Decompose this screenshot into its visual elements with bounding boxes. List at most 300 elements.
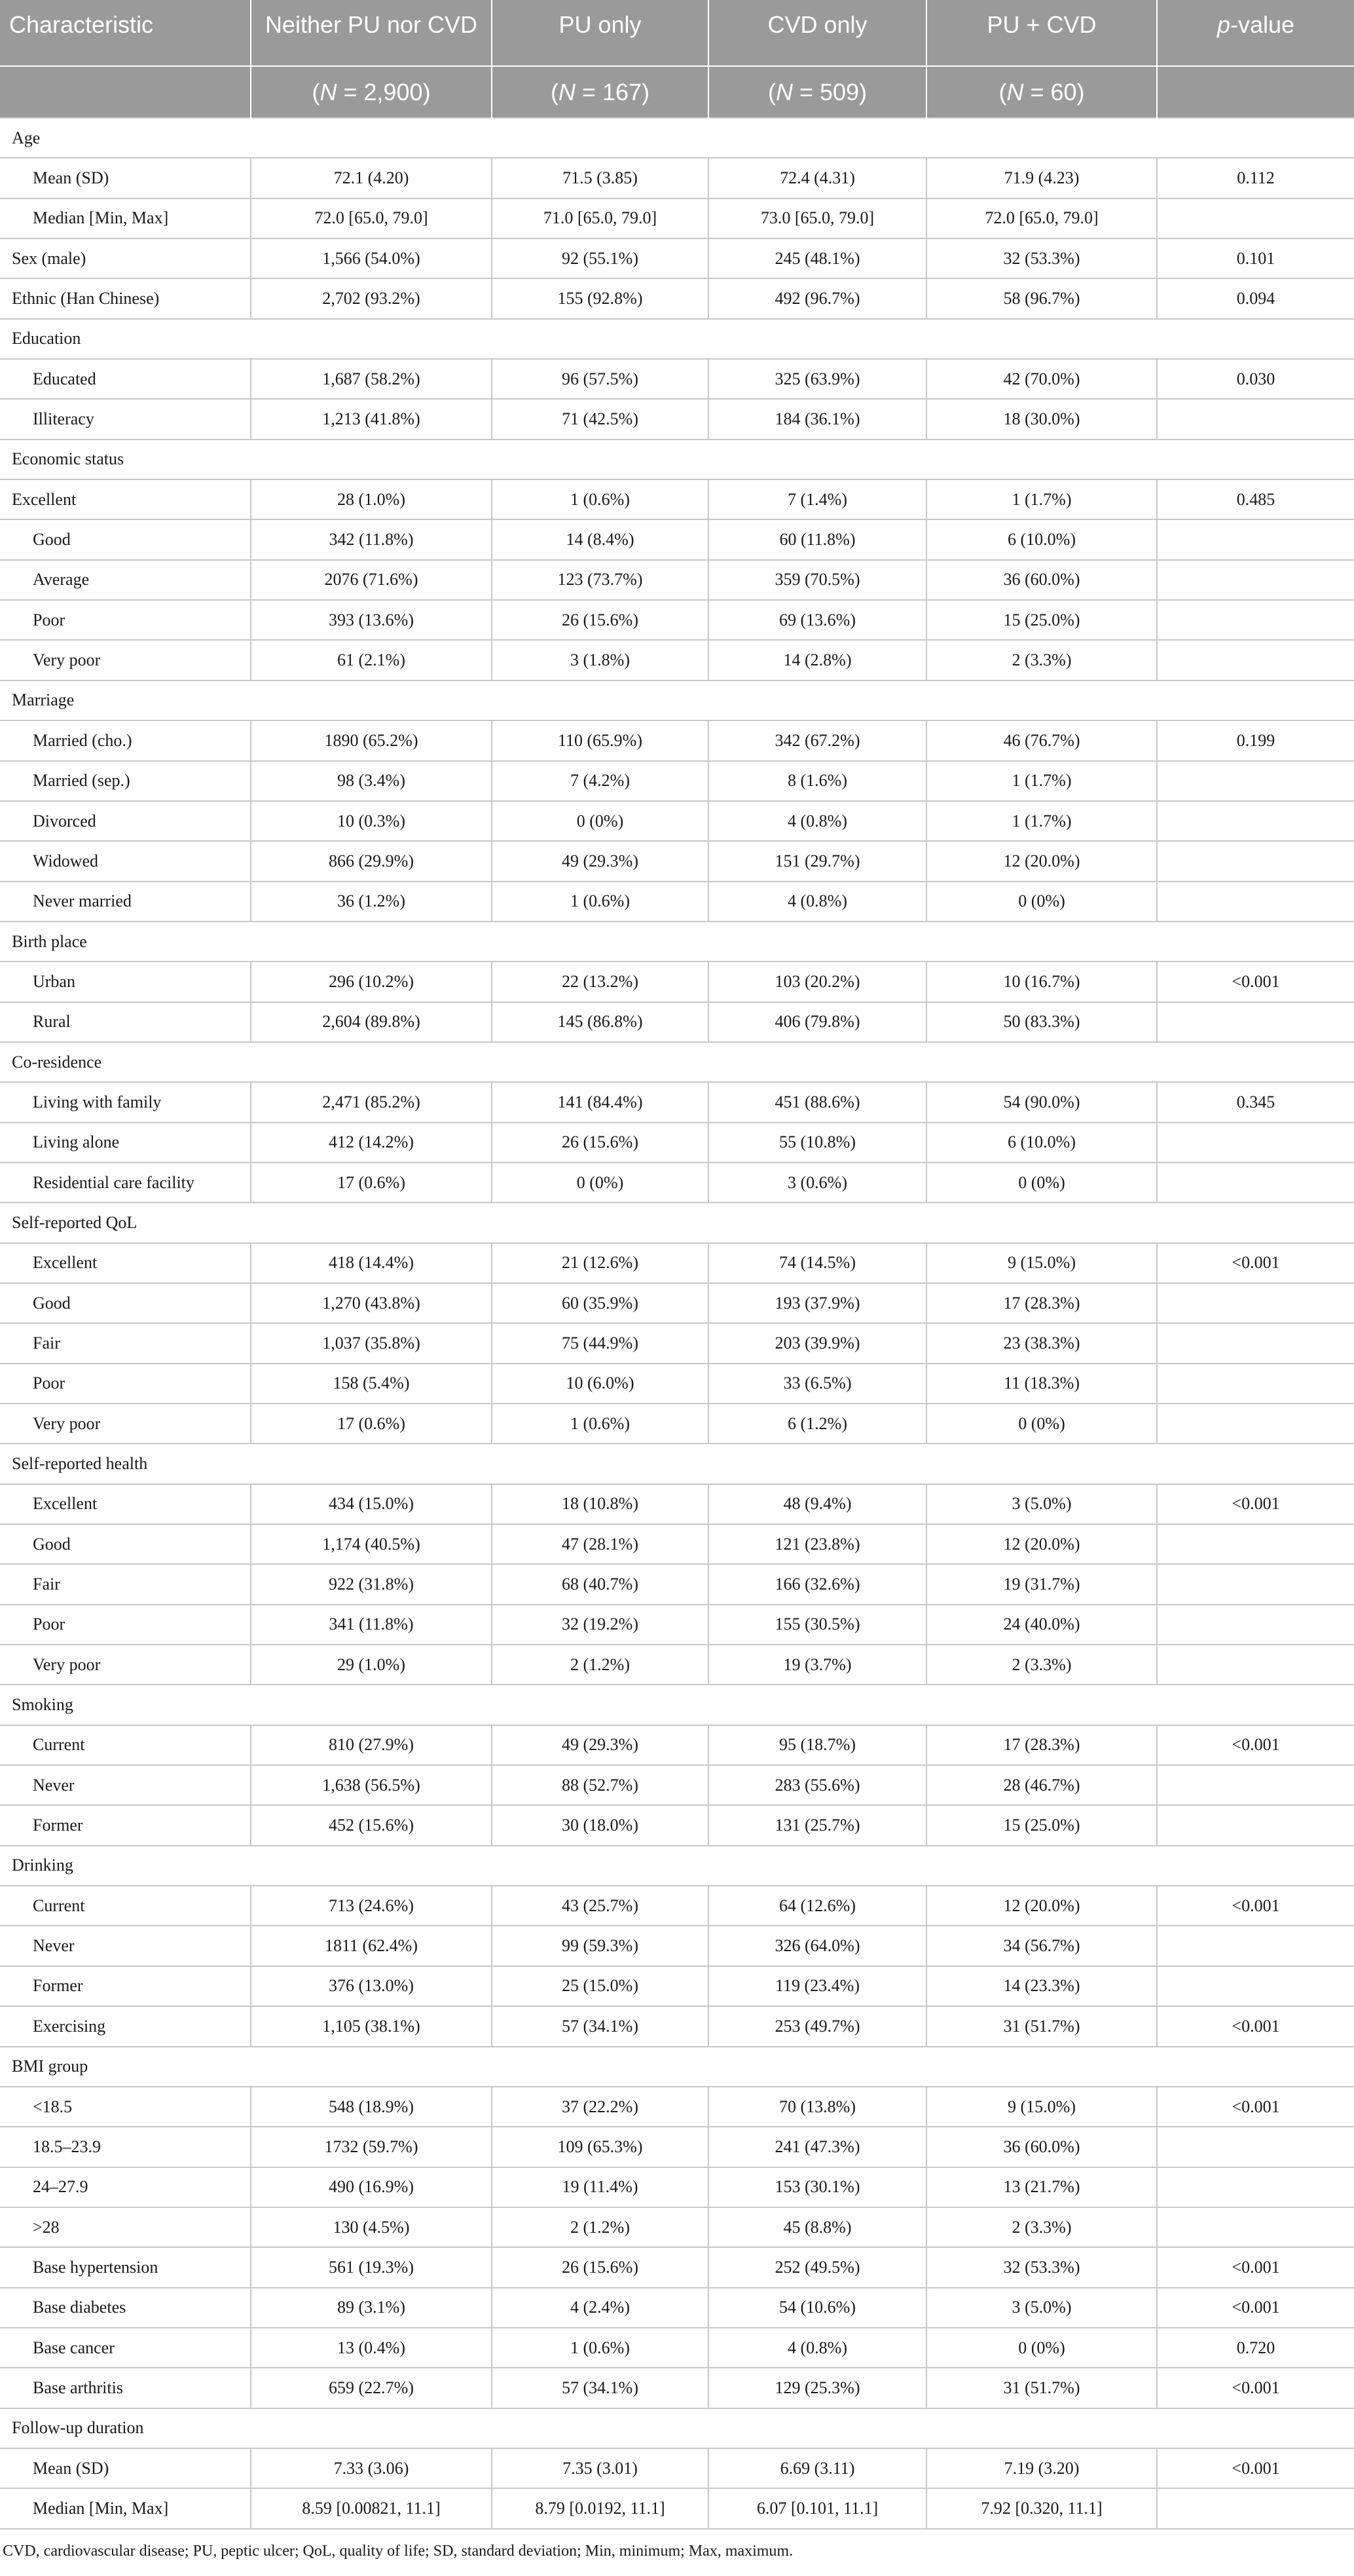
cell-p-value <box>1157 2488 1354 2528</box>
table-row <box>0 1484 1354 1524</box>
row-label: Median [Min, Max] <box>0 198 251 238</box>
section-row <box>0 319 1354 359</box>
table-row <box>0 278 1354 318</box>
cell-cvd-only: 131 (25.7%) <box>708 1805 926 1845</box>
section-label: Smoking <box>0 1685 1354 1725</box>
cell-neither: 412 (14.2%) <box>251 1123 492 1163</box>
cell-pu-cvd: 0 (0%) <box>926 1163 1157 1203</box>
cell-cvd-only: 326 (64.0%) <box>708 1926 926 1966</box>
cell-cvd-only: 7 (1.4%) <box>708 479 926 519</box>
header-blank-p <box>1157 66 1354 118</box>
row-label: Never married <box>0 882 251 922</box>
cell-neither: 7.33 (3.06) <box>251 2448 492 2488</box>
cell-pu-only: 14 (8.4%) <box>492 519 708 559</box>
cell-pu-cvd: 11 (18.3%) <box>926 1364 1157 1404</box>
section-label: BMI group <box>0 2047 1354 2087</box>
row-label: Good <box>0 519 251 559</box>
cell-neither: 1,270 (43.8%) <box>251 1283 492 1323</box>
row-label: Base diabetes <box>0 2288 251 2328</box>
header-n-pu-cvd: (N = 60) <box>926 66 1157 118</box>
section-label: Economic status <box>0 439 1354 479</box>
table-row <box>0 801 1354 841</box>
cell-pu-only: 155 (92.8%) <box>492 278 708 318</box>
cell-pu-cvd: 6 (10.0%) <box>926 1123 1157 1163</box>
header-pu-cvd: PU + CVD <box>926 0 1157 66</box>
row-label: Urban <box>0 961 251 1001</box>
cell-p-value: <0.001 <box>1157 1243 1354 1283</box>
cell-neither: 296 (10.2%) <box>251 961 492 1001</box>
cell-pu-cvd: 14 (23.3%) <box>926 1966 1157 2006</box>
cell-cvd-only: 325 (63.9%) <box>708 359 926 399</box>
cell-p-value: 0.199 <box>1157 720 1354 760</box>
table-row <box>0 2488 1354 2528</box>
cell-pu-cvd: 34 (56.7%) <box>926 1926 1157 1966</box>
cell-cvd-only: 70 (13.8%) <box>708 2087 926 2127</box>
table-row <box>0 1404 1354 1444</box>
table-row <box>0 198 1354 238</box>
cell-pu-only: 3 (1.8%) <box>492 640 708 680</box>
cell-pu-cvd: 19 (31.7%) <box>926 1564 1157 1604</box>
cell-neither: 28 (1.0%) <box>251 479 492 519</box>
row-label: Base hypertension <box>0 2247 251 2287</box>
cell-pu-cvd: 1 (1.7%) <box>926 479 1157 519</box>
cell-cvd-only: 4 (0.8%) <box>708 801 926 841</box>
cell-neither: 713 (24.6%) <box>251 1886 492 1926</box>
section-label: Follow-up duration <box>0 2408 1354 2448</box>
cell-p-value: 0.485 <box>1157 479 1354 519</box>
table-row <box>0 2368 1354 2408</box>
cell-pu-only: 43 (25.7%) <box>492 1886 708 1926</box>
table-row <box>0 841 1354 881</box>
cell-pu-only: 71.0 [65.0, 79.0] <box>492 198 708 238</box>
cell-pu-only: 22 (13.2%) <box>492 961 708 1001</box>
cell-pu-only: 2 (1.2%) <box>492 2207 708 2247</box>
row-label: Married (sep.) <box>0 761 251 801</box>
cell-pu-only: 26 (15.6%) <box>492 2247 708 2287</box>
cell-neither: 72.0 [65.0, 79.0] <box>251 198 492 238</box>
cell-neither: 89 (3.1%) <box>251 2288 492 2328</box>
cell-pu-only: 123 (73.7%) <box>492 560 708 600</box>
row-label: <18.5 <box>0 2087 251 2127</box>
cell-pu-cvd: 31 (51.7%) <box>926 2368 1157 2408</box>
row-label: Exercising <box>0 2006 251 2046</box>
cell-pu-only: 2 (1.2%) <box>492 1645 708 1685</box>
cell-p-value <box>1157 2207 1354 2247</box>
cell-neither: 2,604 (89.8%) <box>251 1002 492 1042</box>
table-row <box>0 2247 1354 2287</box>
cell-p-value: <0.001 <box>1157 2006 1354 2046</box>
table-row <box>0 2006 1354 2046</box>
cell-neither: 922 (31.8%) <box>251 1564 492 1604</box>
row-label: Very poor <box>0 1404 251 1444</box>
cell-p-value <box>1157 1966 1354 2006</box>
table-row <box>0 882 1354 922</box>
cell-neither: 72.1 (4.20) <box>251 158 492 198</box>
cell-neither: 342 (11.8%) <box>251 519 492 559</box>
row-label: Never <box>0 1765 251 1805</box>
header-blank <box>0 66 251 118</box>
cell-pu-cvd: 1 (1.7%) <box>926 761 1157 801</box>
cell-neither: 490 (16.9%) <box>251 2167 492 2207</box>
cell-p-value <box>1157 1123 1354 1163</box>
cell-cvd-only: 342 (67.2%) <box>708 720 926 760</box>
table-body <box>0 118 1354 2529</box>
section-row <box>0 1685 1354 1725</box>
table-row <box>0 1082 1354 1122</box>
cell-pu-only: 92 (55.1%) <box>492 238 708 278</box>
row-label: Living alone <box>0 1123 251 1163</box>
row-label: Excellent <box>0 479 251 519</box>
section-label: Education <box>0 319 1354 359</box>
cell-neither: 2,702 (93.2%) <box>251 278 492 318</box>
table-row <box>0 2127 1354 2167</box>
cell-p-value: <0.001 <box>1157 1484 1354 1524</box>
cell-cvd-only: 72.4 (4.31) <box>708 158 926 198</box>
table-row <box>0 761 1354 801</box>
cell-cvd-only: 359 (70.5%) <box>708 560 926 600</box>
cell-pu-only: 1 (0.6%) <box>492 882 708 922</box>
cell-neither: 10 (0.3%) <box>251 801 492 841</box>
header-pu-only: PU only <box>492 0 708 66</box>
cell-p-value: <0.001 <box>1157 2368 1354 2408</box>
cell-cvd-only: 253 (49.7%) <box>708 2006 926 2046</box>
row-label: Sex (male) <box>0 238 251 278</box>
cell-cvd-only: 48 (9.4%) <box>708 1484 926 1524</box>
cell-pu-cvd: 0 (0%) <box>926 882 1157 922</box>
cell-pu-only: 57 (34.1%) <box>492 2368 708 2408</box>
cell-pu-cvd: 2 (3.3%) <box>926 1645 1157 1685</box>
table-row <box>0 2207 1354 2247</box>
cell-neither: 434 (15.0%) <box>251 1484 492 1524</box>
cell-neither: 1,213 (41.8%) <box>251 399 492 439</box>
cell-pu-cvd: 3 (5.0%) <box>926 1484 1157 1524</box>
cell-pu-cvd: 6 (10.0%) <box>926 519 1157 559</box>
section-row <box>0 2408 1354 2448</box>
cell-pu-cvd: 42 (70.0%) <box>926 359 1157 399</box>
row-label: Base arthritis <box>0 2368 251 2408</box>
cell-cvd-only: 193 (37.9%) <box>708 1283 926 1323</box>
cell-neither: 8.59 [0.00821, 11.1] <box>251 2488 492 2528</box>
cell-pu-cvd: 13 (21.7%) <box>926 2167 1157 2207</box>
cell-p-value <box>1157 882 1354 922</box>
cell-cvd-only: 241 (47.3%) <box>708 2127 926 2167</box>
cell-cvd-only: 55 (10.8%) <box>708 1123 926 1163</box>
row-label: Excellent <box>0 1484 251 1524</box>
table-row <box>0 1886 1354 1926</box>
cell-p-value <box>1157 1645 1354 1685</box>
table-row <box>0 1002 1354 1042</box>
cell-pu-only: 21 (12.6%) <box>492 1243 708 1283</box>
header-n-neither: (N = 2,900) <box>251 66 492 118</box>
cell-cvd-only: 33 (6.5%) <box>708 1364 926 1404</box>
cell-p-value <box>1157 1323 1354 1363</box>
cell-pu-cvd: 1 (1.7%) <box>926 801 1157 841</box>
cell-cvd-only: 119 (23.4%) <box>708 1966 926 2006</box>
cell-pu-only: 4 (2.4%) <box>492 2288 708 2328</box>
table-row <box>0 1805 1354 1845</box>
cell-neither: 561 (19.3%) <box>251 2247 492 2287</box>
row-label: Mean (SD) <box>0 158 251 198</box>
cell-neither: 13 (0.4%) <box>251 2328 492 2368</box>
table-row <box>0 560 1354 600</box>
cell-cvd-only: 64 (12.6%) <box>708 1886 926 1926</box>
cell-cvd-only: 74 (14.5%) <box>708 1243 926 1283</box>
cell-pu-only: 141 (84.4%) <box>492 1082 708 1122</box>
cell-cvd-only: 153 (30.1%) <box>708 2167 926 2207</box>
cell-p-value: 0.094 <box>1157 278 1354 318</box>
cell-cvd-only: 60 (11.8%) <box>708 519 926 559</box>
header-p-value: p-value <box>1157 0 1354 66</box>
cell-neither: 1732 (59.7%) <box>251 2127 492 2167</box>
header-n-pu-only: (N = 167) <box>492 66 708 118</box>
cell-pu-only: 99 (59.3%) <box>492 1926 708 1966</box>
cell-pu-cvd: 10 (16.7%) <box>926 961 1157 1001</box>
cell-pu-cvd: 36 (60.0%) <box>926 560 1157 600</box>
table-row <box>0 1605 1354 1645</box>
cell-pu-only: 49 (29.3%) <box>492 841 708 881</box>
cell-pu-cvd: 12 (20.0%) <box>926 1886 1157 1926</box>
cell-cvd-only: 6.07 [0.101, 11.1] <box>708 2488 926 2528</box>
row-label: Poor <box>0 600 251 640</box>
cell-p-value: <0.001 <box>1157 2247 1354 2287</box>
table-row <box>0 2167 1354 2207</box>
cell-pu-cvd: 18 (30.0%) <box>926 399 1157 439</box>
header-neither-group: Neither PU nor CVD <box>251 0 492 66</box>
cell-pu-only: 10 (6.0%) <box>492 1364 708 1404</box>
row-label: Living with family <box>0 1082 251 1122</box>
cell-pu-cvd: 3 (5.0%) <box>926 2288 1157 2328</box>
cell-p-value <box>1157 1002 1354 1042</box>
cell-pu-cvd: 17 (28.3%) <box>926 1283 1157 1323</box>
cell-pu-cvd: 23 (38.3%) <box>926 1323 1157 1363</box>
cell-cvd-only: 492 (96.7%) <box>708 278 926 318</box>
section-row <box>0 922 1354 961</box>
cell-neither: 98 (3.4%) <box>251 761 492 801</box>
table-row <box>0 640 1354 680</box>
cell-p-value: 0.345 <box>1157 1082 1354 1122</box>
cell-p-value <box>1157 1283 1354 1323</box>
cell-p-value <box>1157 1765 1354 1805</box>
row-label: Residential care facility <box>0 1163 251 1203</box>
section-row <box>0 1203 1354 1242</box>
cell-pu-only: 18 (10.8%) <box>492 1484 708 1524</box>
section-row <box>0 681 1354 720</box>
row-label: Divorced <box>0 801 251 841</box>
header-cvd-only: CVD only <box>708 0 926 66</box>
cell-neither: 29 (1.0%) <box>251 1645 492 1685</box>
cell-pu-only: 71 (42.5%) <box>492 399 708 439</box>
cell-neither: 36 (1.2%) <box>251 882 492 922</box>
cell-neither: 130 (4.5%) <box>251 2207 492 2247</box>
cell-cvd-only: 6 (1.2%) <box>708 1404 926 1444</box>
cell-cvd-only: 103 (20.2%) <box>708 961 926 1001</box>
cell-cvd-only: 19 (3.7%) <box>708 1645 926 1685</box>
cell-cvd-only: 45 (8.8%) <box>708 2207 926 2247</box>
table-row <box>0 2328 1354 2368</box>
cell-p-value <box>1157 1564 1354 1604</box>
cell-pu-only: 71.5 (3.85) <box>492 158 708 198</box>
section-label: Drinking <box>0 1846 1354 1886</box>
row-label: Rural <box>0 1002 251 1042</box>
table-row <box>0 1163 1354 1203</box>
section-label: Age <box>0 118 1354 158</box>
cell-neither: 1,174 (40.5%) <box>251 1524 492 1564</box>
row-label: Very poor <box>0 640 251 680</box>
cell-pu-cvd: 12 (20.0%) <box>926 841 1157 881</box>
cell-pu-cvd: 0 (0%) <box>926 1404 1157 1444</box>
row-label: Illiteracy <box>0 399 251 439</box>
cell-p-value <box>1157 1163 1354 1203</box>
table-row <box>0 961 1354 1001</box>
cell-neither: 2,471 (85.2%) <box>251 1082 492 1122</box>
cell-pu-only: 109 (65.3%) <box>492 2127 708 2167</box>
cell-pu-cvd: 9 (15.0%) <box>926 1243 1157 1283</box>
row-label: Base cancer <box>0 2328 251 2368</box>
cell-neither: 341 (11.8%) <box>251 1605 492 1645</box>
cell-p-value: 0.720 <box>1157 2328 1354 2368</box>
cell-p-value: <0.001 <box>1157 961 1354 1001</box>
cell-pu-cvd: 15 (25.0%) <box>926 600 1157 640</box>
section-row <box>0 2047 1354 2087</box>
cell-neither: 1811 (62.4%) <box>251 1926 492 1966</box>
cell-cvd-only: 4 (0.8%) <box>708 882 926 922</box>
cell-neither: 1,566 (54.0%) <box>251 238 492 278</box>
cell-cvd-only: 6.69 (3.11) <box>708 2448 926 2488</box>
cell-neither: 376 (13.0%) <box>251 1966 492 2006</box>
cell-cvd-only: 129 (25.3%) <box>708 2368 926 2408</box>
cell-neither: 61 (2.1%) <box>251 640 492 680</box>
cell-neither: 17 (0.6%) <box>251 1163 492 1203</box>
cell-pu-only: 25 (15.0%) <box>492 1966 708 2006</box>
cell-p-value: 0.112 <box>1157 158 1354 198</box>
cell-pu-cvd: 72.0 [65.0, 79.0] <box>926 198 1157 238</box>
row-label: Ethnic (Han Chinese) <box>0 278 251 318</box>
table-row <box>0 399 1354 439</box>
row-label: Former <box>0 1966 251 2006</box>
cell-neither: 866 (29.9%) <box>251 841 492 881</box>
cell-cvd-only: 451 (88.6%) <box>708 1082 926 1122</box>
cell-neither: 452 (15.6%) <box>251 1805 492 1845</box>
cell-cvd-only: 54 (10.6%) <box>708 2288 926 2328</box>
cell-pu-only: 68 (40.7%) <box>492 1564 708 1604</box>
cell-p-value: <0.001 <box>1157 2087 1354 2127</box>
cell-cvd-only: 283 (55.6%) <box>708 1765 926 1805</box>
table-footnote: CVD, cardiovascular disease; PU, peptic ulcer; QoL, quality of life; SD, standard deviation; Min, minimum; Max, maximum. <box>3 2543 794 2560</box>
cell-pu-only: 75 (44.9%) <box>492 1323 708 1363</box>
cell-pu-cvd: 28 (46.7%) <box>926 1765 1157 1805</box>
cell-p-value <box>1157 519 1354 559</box>
table-row <box>0 2288 1354 2328</box>
row-label: Widowed <box>0 841 251 881</box>
cell-cvd-only: 203 (39.9%) <box>708 1323 926 1363</box>
row-label: Current <box>0 1886 251 1926</box>
cell-pu-cvd: 32 (53.3%) <box>926 2247 1157 2287</box>
cell-neither: 1890 (65.2%) <box>251 720 492 760</box>
cell-cvd-only: 69 (13.6%) <box>708 600 926 640</box>
row-label: Median [Min, Max] <box>0 2488 251 2528</box>
cell-cvd-only: 3 (0.6%) <box>708 1163 926 1203</box>
cell-pu-only: 0 (0%) <box>492 801 708 841</box>
cell-neither: 1,687 (58.2%) <box>251 359 492 399</box>
row-label: Current <box>0 1725 251 1765</box>
cell-neither: 810 (27.9%) <box>251 1725 492 1765</box>
cell-cvd-only: 155 (30.5%) <box>708 1605 926 1645</box>
cell-pu-only: 88 (52.7%) <box>492 1765 708 1805</box>
cell-neither: 548 (18.9%) <box>251 2087 492 2127</box>
table-row <box>0 2087 1354 2127</box>
table-row <box>0 1323 1354 1363</box>
cell-pu-cvd: 58 (96.7%) <box>926 278 1157 318</box>
section-row <box>0 1846 1354 1886</box>
cell-neither: 2076 (71.6%) <box>251 560 492 600</box>
cell-pu-cvd: 0 (0%) <box>926 2328 1157 2368</box>
cell-cvd-only: 4 (0.8%) <box>708 2328 926 2368</box>
cell-pu-cvd: 31 (51.7%) <box>926 2006 1157 2046</box>
cell-pu-cvd: 71.9 (4.23) <box>926 158 1157 198</box>
cell-pu-only: 8.79 [0.0192, 11.1] <box>492 2488 708 2528</box>
table-row <box>0 1364 1354 1404</box>
cell-p-value <box>1157 1926 1354 1966</box>
cell-p-value: <0.001 <box>1157 1725 1354 1765</box>
cell-cvd-only: 166 (32.6%) <box>708 1564 926 1604</box>
table-row <box>0 1123 1354 1163</box>
cell-p-value <box>1157 841 1354 881</box>
cell-p-value <box>1157 1524 1354 1564</box>
table-row <box>0 2448 1354 2488</box>
row-label: Former <box>0 1805 251 1845</box>
row-label: Very poor <box>0 1645 251 1685</box>
section-label: Co-residence <box>0 1042 1354 1082</box>
row-label: Never <box>0 1926 251 1966</box>
cell-pu-cvd: 50 (83.3%) <box>926 1002 1157 1042</box>
table-row <box>0 1926 1354 1966</box>
section-label: Self-reported QoL <box>0 1203 1354 1242</box>
table-row <box>0 1564 1354 1604</box>
cell-pu-only: 37 (22.2%) <box>492 2087 708 2127</box>
cell-p-value <box>1157 2167 1354 2207</box>
row-label: Educated <box>0 359 251 399</box>
cell-p-value: <0.001 <box>1157 1886 1354 1926</box>
cell-pu-cvd: 46 (76.7%) <box>926 720 1157 760</box>
cell-cvd-only: 95 (18.7%) <box>708 1725 926 1765</box>
table-row <box>0 720 1354 760</box>
row-label: Fair <box>0 1323 251 1363</box>
cell-neither: 1,037 (35.8%) <box>251 1323 492 1363</box>
cell-p-value <box>1157 1605 1354 1645</box>
header-characteristic: Characteristic <box>0 0 251 66</box>
table-row <box>0 158 1354 198</box>
cell-cvd-only: 245 (48.1%) <box>708 238 926 278</box>
cell-neither: 1,638 (56.5%) <box>251 1765 492 1805</box>
table-header <box>0 0 1354 118</box>
table-row <box>0 1524 1354 1564</box>
cell-pu-only: 7.35 (3.01) <box>492 2448 708 2488</box>
header-n-cvd-only: (N = 509) <box>708 66 926 118</box>
section-row <box>0 118 1354 158</box>
section-label: Birth place <box>0 922 1354 961</box>
cell-p-value <box>1157 399 1354 439</box>
cell-cvd-only: 252 (49.5%) <box>708 2247 926 2287</box>
section-row <box>0 439 1354 479</box>
table-row <box>0 1283 1354 1323</box>
cell-cvd-only: 406 (79.8%) <box>708 1002 926 1042</box>
cell-pu-cvd: 15 (25.0%) <box>926 1805 1157 1845</box>
cell-pu-only: 47 (28.1%) <box>492 1524 708 1564</box>
cell-p-value: <0.001 <box>1157 2288 1354 2328</box>
row-label: 24–27.9 <box>0 2167 251 2207</box>
cell-p-value <box>1157 560 1354 600</box>
cell-cvd-only: 14 (2.8%) <box>708 640 926 680</box>
